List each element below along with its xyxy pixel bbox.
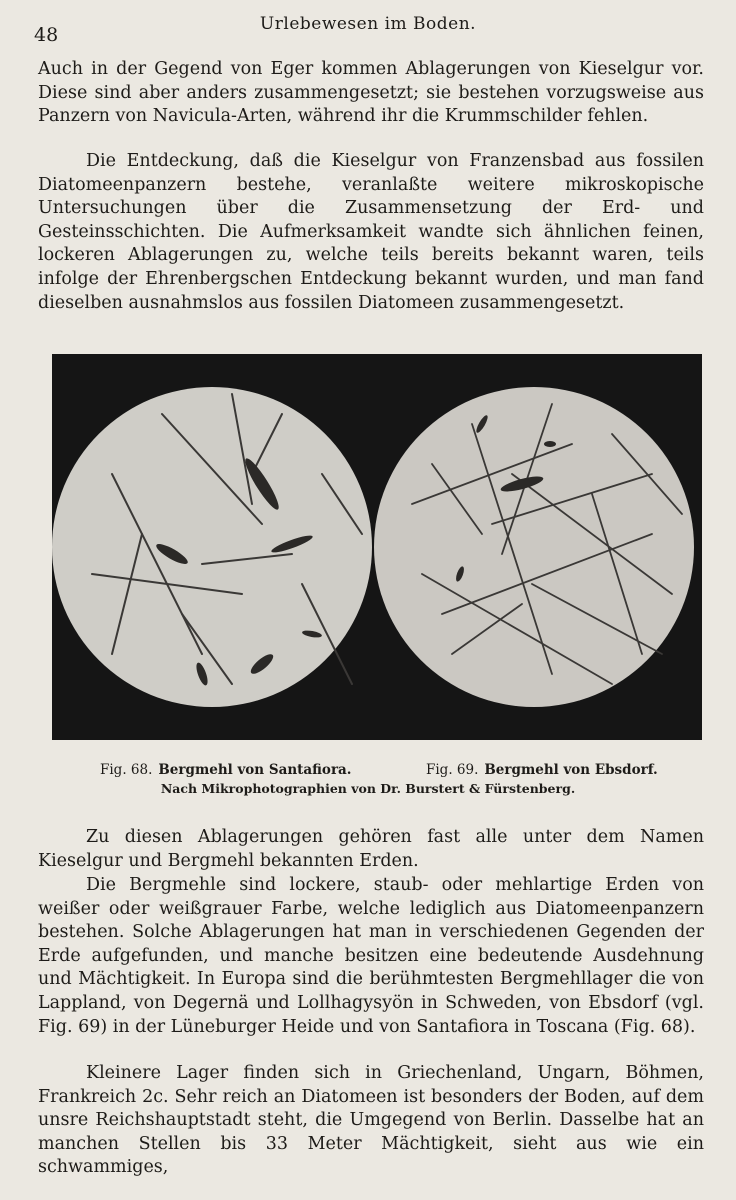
micrograph-santafiora — [52, 387, 372, 707]
paragraph-bergmehle: Die Bergmehle sind lockere, staub- oder mehlartige Erden von weißer oder weißgrauer Farbe, welche lediglich aus Diatomeenpanzern bestehen. Solche Ablagerungen hat man in verschiedenen Gegenden der Erde aufgefunden, und manche besitzen eine bedeutende Ausdehnung und Mächtigkeit. In Europa sind die berühmtesten Bergmehllager die von Lappland, von Degernä und Lollhagysyön in Schweden, von Ebsdorf (vgl. Fig. 69) in der Lüneburger Heide und von Santafiora in Toscana (Fig. 68). — [38, 875, 704, 1037]
paragraph-kleinere-lager: Kleinere Lager finden sich in Griechenland, Ungarn, Böhmen, Frankreich 2c. Sehr reich an Diatomeen ist besonders der Boden, auf dem unsre Reichshauptstadt steht, die Umgegend von Berlin. Dasselbe hat an manchen Stellen bis 33 Meter Mächtigkeit, sieht aus wie ein schwammiges, — [38, 1063, 704, 1178]
microscope-field-left — [52, 387, 372, 707]
fig69-title: Bergmehl von Ebsdorf. — [484, 762, 658, 778]
micrograph-svg — [52, 354, 702, 740]
fig68-title: Bergmehl von Santafiora. — [158, 762, 352, 778]
paragraph-eger: Auch in der Gegend von Eger kommen Ablagerungen von Kieselgur vor. Diese sind aber anders zusammengesetzt; sie bestehen vorzugsweise aus Panzern von Navicula-Arten, während ihr die Krummschilder fehlen. — [38, 59, 704, 127]
caption-fig69 — [426, 762, 658, 778]
micrograph-plate — [52, 354, 702, 740]
micrograph-ebsdorf — [374, 387, 694, 707]
figure-credit: Nach Mikrophotographien von Dr. Burstert & Fürstenberg. — [160, 781, 576, 796]
paragraph-discovery: Die Entdeckung, daß die Kieselgur von Franzensbad aus fossilen Diatomeenpanzern bestehe, veranlaßte weitere mikroskopische Untersuchungen über die Zusammensetzung der Erd- und Gesteinsschichten. Die Aufmerksamkeit wandte sich ähnlichen feinen, lockeren Ablagerungen zu, welche teils bereits bekannt waren, teils infolge der Ehrenbergschen Entdeckung bekannt wurden, und man fand dieselben ausnahmslos aus fossilen Diatomeen zusammengesetzt. — [38, 151, 704, 313]
caption-fig68 — [100, 762, 352, 778]
microscope-field-right — [374, 387, 694, 707]
paragraph-kieselgur: Zu diesen Ablagerungen gehören fast alle unter dem Namen Kieselgur und Bergmehl bekannten Erden. — [38, 827, 704, 871]
fig69-number: Fig. 69. — [426, 762, 479, 778]
running-head: Urlebewesen im Boden. — [259, 14, 477, 34]
page-number: 48 — [34, 24, 59, 46]
fig68-number: Fig. 68. — [100, 762, 153, 778]
